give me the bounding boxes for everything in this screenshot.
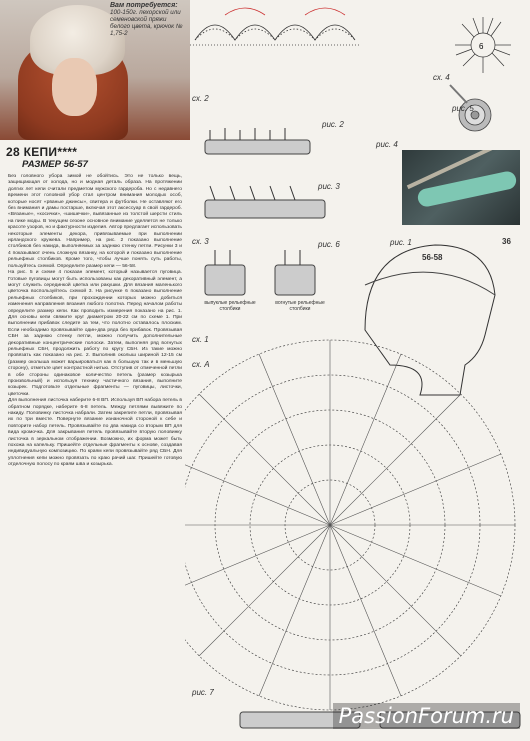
- diagrams-area: [185, 0, 530, 741]
- label-scheme-3: сх. 3: [192, 237, 209, 246]
- label-figure-3: рис. 3: [318, 182, 340, 191]
- scheme-2: [190, 8, 360, 45]
- label-figure-1: рис. 1: [390, 238, 412, 247]
- figure-4-photo: [402, 150, 520, 225]
- materials-block: [110, 2, 188, 37]
- label-figure-2: рис. 2: [322, 120, 344, 129]
- instructions-paragraph: Без головного убора зимой не обойтись. Это не только вещь, защищающая от холода, но и модная деталь образа. На протяжении долгих лет кепи считали предметом мужского гардероба. Но с недавнего времени этот головной убор стал центром внимания молодых особ, которые носят «рваные джинсы», свитера и футболки. Не оставляют его без внимания и дамы постарше, включая этот аксессуар в свой гардероб. «Вязаные», «косички», «шишечки», вывязанные из толстой шерсти стиль на пике моды. В текущем сезоне основное внимание уделяется не только красоте узоров, но и фактурности изделия. Автор предлагает использовать некоторые элементы декора, привязываемые при выполнении ирландского кружева. Например, на рис. 2 показано выполнение столбиков без накида, выполняемых за заднюю стенку петли. Рисунки 3 и 4 показывают очень сложную вязанку, на которой и показано выполнение рельефных столбиков. Кроме того, чтобы лучше понять суть работы, пользуйтесь схемой. Определите размер кепи — 56-58.: [8, 174, 182, 269]
- figure-3: [205, 186, 325, 218]
- figure-6: [205, 250, 315, 295]
- figure-1-head: [365, 245, 495, 395]
- scheme-1-circle: [185, 340, 515, 710]
- label-head-number: 36: [502, 237, 511, 246]
- label-scheme-4: сх. 4: [433, 73, 450, 82]
- caption-convex: выпуклые рельефные столбики: [204, 300, 256, 312]
- watermark: PassionForum.ru: [333, 703, 520, 729]
- instructions-paragraph: На рис. 5 и схеме 4 показан элемент, который называется пуговица. Готовые пуговицы могут быть использованы как декоративный элемент, а могут служить серединкой цветка или ракушки. Для вязания маленького цветочка воспользуйтесь схемой 3. На рисунке 6 показано выполнение рельефных столбиков, при прохождении которых можно добиться изменения направления вязания любого полотна. Перед началом работы определите размер кепи. Как проводить измерения показано на рис. 1. Для основы кепи свяжите круг диаметром 20-22 см по схеме 1. При выполнении прибавок следите за тем, что полотно оставалось плоским. Если необходимо провязывайте один-два ряда без прибавок. Провязывая СБН за заднюю стенку петли, можно получить дополнительные декоративные концентрические полоски. Затем, выполняя ряд вогнутых рельефных СБН, продолжить работу по кругу СБН. Из такие можно провязать как показано на рис. 2. Выполнив околыш шириной 12-15 см (размер околыша может варьироваться как в большую так и в меньшую сторону), отметьте цвет контрастной нитью. Отступив от отмеченной петли в обе стороны одинаковое количество петель (размер козырька произвольный) и используя технику частичного вязания, выполните козырек. Подготовьте отдельные фрагменты — пуговицы, листочки, цветочки.: [8, 270, 182, 397]
- label-figure-6: рис. 6: [318, 240, 340, 249]
- instructions-text: [8, 174, 182, 469]
- materials-heading: Вам потребуется:: [110, 2, 178, 9]
- label-figure-5: рис. 5: [452, 104, 474, 113]
- label-figure-4: рис. 4: [376, 140, 398, 149]
- label-scheme-2: сх. 2: [192, 94, 209, 103]
- label-scheme-1: сх. 1: [192, 335, 209, 344]
- pattern-title: 28 КЕПИ****: [6, 145, 78, 159]
- label-figure-7: рис. 7: [192, 688, 214, 697]
- figure-2: [205, 128, 310, 154]
- scheme-4-center: 6: [479, 42, 484, 51]
- caption-concave: вогнутые рельефные столбики: [275, 300, 325, 312]
- instructions-paragraph: Для выполнения листочка наберите 6-8 ВП. Используя ВП набора петель в обратном порядке, наберите 6-8 петель. Между петлями вывяжите по накиду. Половинку листочка набрали. Затем закрепите петли, провязывая их по три вместе. Повернуте вязание изнаночной стороной к себе и повторите набор петель. Провязывайте по два накида со вторым ВП для вида кромочка. Для закрывания петель провязывайте вторую половинку листочка в зеркальном отображении. Возможно, их форма может быть похожа на капельку. Пришейте отдельные фрагменты к основе, создавая индивидуальную композицию. По краям кепи провязывайте ряд СБН. Для уплотнения кепи можно провязать по краю рачий шаг. Пришейте готовую отделочную полосу по краям шва и козырька.: [8, 398, 182, 468]
- pattern-size: РАЗМЕР 56-57: [22, 159, 88, 170]
- label-scheme-a: сх. А: [192, 360, 210, 369]
- materials-body: 100-150г. пехорской или семеновской пряжи белого цвета, крючок № 1,75-2: [110, 9, 183, 37]
- label-head-size: 56-58: [422, 253, 443, 262]
